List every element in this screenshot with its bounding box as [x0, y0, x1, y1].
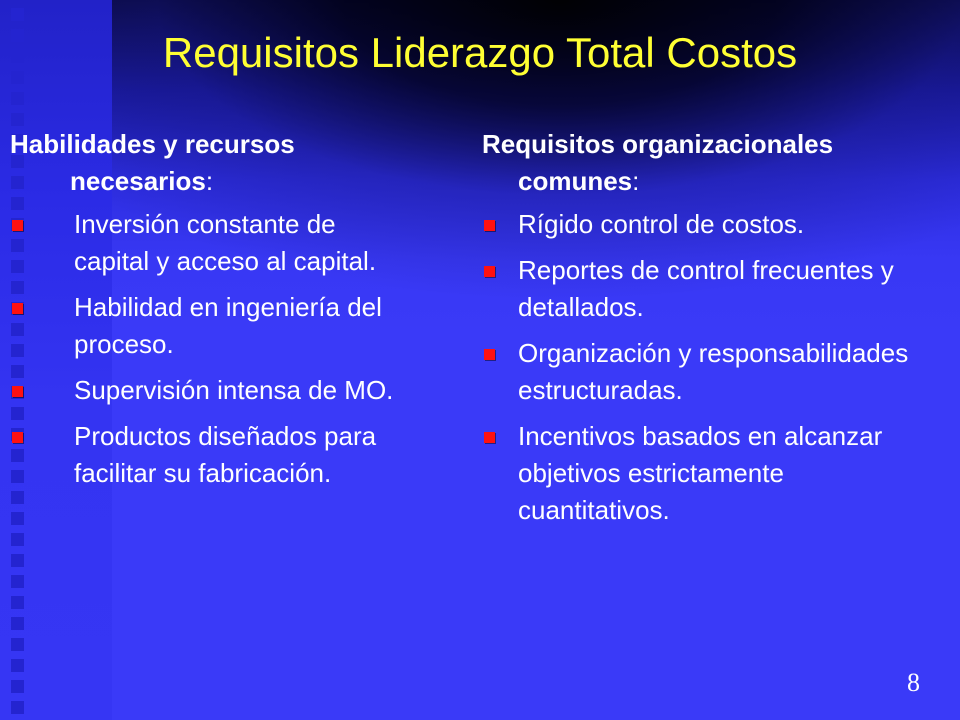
decorative-square	[11, 512, 24, 525]
left-bullet-list	[10, 206, 410, 492]
slide-title: Requisitos Liderazgo Total Costos	[162, 29, 798, 76]
bullet-square-icon	[484, 266, 495, 277]
decorative-square	[11, 617, 24, 630]
bullet-square-icon	[12, 220, 23, 231]
right-column-heading-colon: :	[632, 166, 640, 196]
page-number: 8	[907, 668, 920, 697]
bullet-square-icon	[484, 432, 495, 443]
decorative-square	[11, 575, 24, 588]
decorative-square	[11, 113, 24, 126]
list-item-text: Incentivos basados en alcanzar objetivos estrictamente cuantitativos.	[518, 421, 883, 525]
left-column-heading-text: Habilidades y recursos necesarios	[10, 129, 295, 196]
decorative-square	[11, 554, 24, 567]
decorative-square	[11, 659, 24, 672]
list-item-text: Supervisión intensa de MO.	[74, 375, 394, 405]
list-item	[482, 252, 942, 326]
list-item-text: Productos diseñados para facilitar su fabricación.	[74, 421, 377, 488]
bullet-square-icon	[12, 386, 23, 397]
left-column-heading-colon: :	[205, 166, 214, 196]
list-item	[482, 418, 942, 529]
list-item-text: Inversión constante de capital y acceso al capital.	[74, 209, 377, 276]
list-item	[482, 335, 942, 409]
bullet-square-icon	[12, 303, 23, 314]
decorative-square	[11, 638, 24, 651]
list-item	[10, 372, 410, 409]
list-item-text: Habilidad en ingeniería del proceso.	[74, 292, 382, 359]
list-item-text: Organización y responsabilidades estructuradas.	[518, 338, 909, 405]
decorative-square	[11, 8, 24, 21]
decorative-square	[11, 701, 24, 714]
bullet-square-icon	[12, 432, 23, 443]
right-column-heading-text: Requisitos organizacionales comunes	[482, 129, 834, 196]
right-column	[482, 126, 942, 538]
list-item-text: Reportes de control frecuentes y detallados.	[518, 255, 894, 322]
list-item	[10, 206, 410, 280]
list-item	[10, 418, 410, 492]
list-item	[482, 206, 942, 243]
left-column	[10, 126, 410, 501]
right-column-heading	[482, 126, 942, 200]
decorative-square	[11, 533, 24, 546]
right-bullet-list	[482, 206, 942, 529]
decorative-square	[11, 92, 24, 105]
list-item-text: Rígido control de costos.	[518, 209, 805, 239]
bullet-square-icon	[484, 349, 495, 360]
list-item	[10, 289, 410, 363]
decorative-square	[11, 680, 24, 693]
decorative-square	[11, 596, 24, 609]
bullet-square-icon	[484, 220, 495, 231]
left-column-heading	[10, 126, 410, 200]
